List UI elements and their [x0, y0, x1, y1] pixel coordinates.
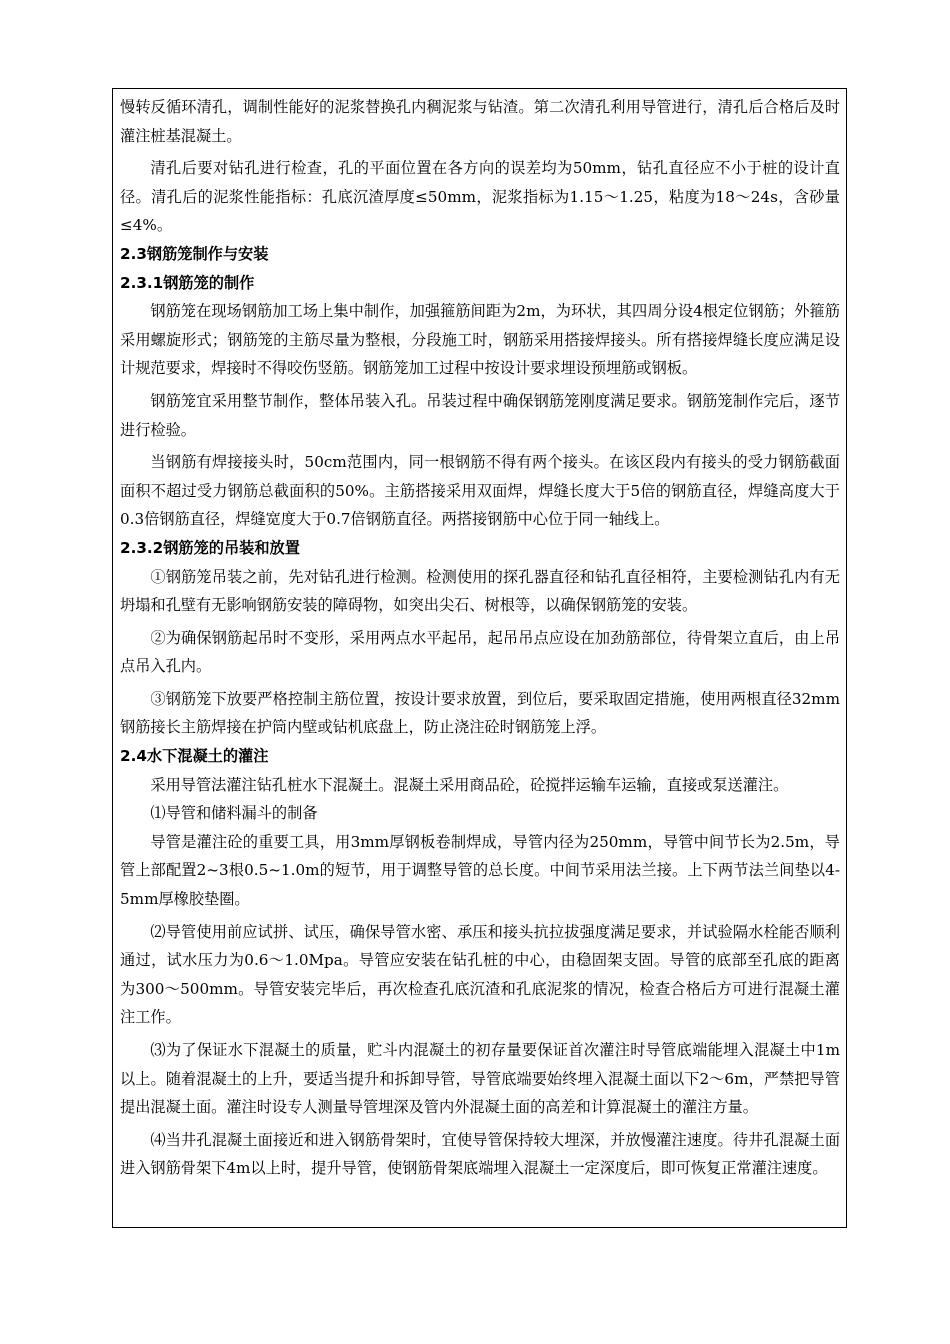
paragraph-cage-fabrication: 钢筋笼在现场钢筋加工场上集中制作，加强箍筋间距为2m，为环状，其四周分设4根定位钢筋；外箍筋采用螺旋形式；钢筋笼的主筋尽量为整根，分段施工时，钢筋采用搭接焊接头。所有搭接焊缝长度应满足设计规范要求，焊接时不得咬伤竖筋。钢筋笼加工过程中按设计要求埋设预埋筋或钢板。	[120, 302, 840, 378]
heading-2-4: 2.4水下混凝土的灌注	[120, 747, 269, 766]
paragraph-hole-inspection: 清孔后要对钻孔进行检查，孔的平面位置在各方向的误差均为50mm，钻孔直径应不小于桩的设计直径。清孔后的泥浆性能指标：孔底沉渣厚度≤50mm，泥浆指标为1.15～1.25，粘度为18～24s，含砂量≤4%。	[120, 159, 840, 235]
paragraph-hoisting-step-2: ②为确保钢筋起吊时不变形，采用两点水平起吊，起吊吊点应设在加劲筋部位，待骨架立直后，由上吊点吊入孔内。	[120, 628, 840, 676]
paragraph-item-4: ⑷当井孔混凝土面接近和进入钢筋骨架时，宜使导管保持较大埋深，并放慢灌注速度。待井孔混凝土面进入钢筋骨架下4m以上时，提升导管，使钢筋骨架底端埋入混凝土一定深度后，即可恢复正常灌注速度。	[120, 1130, 840, 1178]
paragraph-welded-joints: 当钢筋有焊接接头时，50cm范围内，同一根钢筋不得有两个接头。在该区段内有接头的受力钢筋截面面积不超过受力钢筋总截面积的50%。主筋搭接采用双面焊，焊缝长度大于5倍的钢筋直径，焊缝高度大于0.3倍钢筋直径，焊缝宽度大于0.7倍钢筋直径。两搭接钢筋中心位于同一轴线上。	[120, 453, 840, 529]
paragraph-hoisting-step-1: ①钢筋笼吊装之前，先对钻孔进行检测。检测使用的探孔器直径和钻孔直径相符，主要检测钻孔内有无坍塌和孔壁有无影响钢筋安装的障碍物，如突出尖石、树根等，以确保钢筋笼的安装。	[120, 567, 840, 615]
paragraph-cage-whole-section: 钢筋笼宜采用整节制作，整体吊装入孔。吊装过程中确保钢筋笼刚度满足要求。钢筋笼制作完后，逐节进行检验。	[120, 391, 840, 439]
document-body	[120, 93, 840, 1183]
paragraph-tremie-method: 采用导管法灌注钻孔桩水下混凝土。混凝土采用商品砼，砼搅拌运输车运输，直接或泵送灌注。	[150, 775, 789, 794]
paragraph-item-2: ⑵导管使用前应试拼、试压，确保导管水密、承压和接头抗拉拔强度满足要求，并试验隔水栓能否顺利通过，试水压力为0.6～1.0Mpa。导管应安装在钻孔桩的中心，由稳固架支固。导管的底部至孔底的距离为300～500mm。导管安装完毕后，再次检查孔底沉渣和孔底泥浆的情况，检查合格后方可进行混凝土灌注工作。	[120, 922, 840, 1027]
paragraph-item-3: ⑶为了保证水下混凝土的质量，贮斗内混凝土的初存量要保证首次灌注时导管底端能埋入混凝土中1m以上。随着混凝土的上升，要适当提升和拆卸导管，导管底端要始终埋入混凝土面以下2～6m，严禁把导管提出混凝土面。灌注时设专人测量导管埋深及管内外混凝土面的高差和计算混凝土的灌注方量。	[120, 1041, 840, 1117]
paragraph-tremie-pipe: 导管是灌注砼的重要工具，用3mm厚钢板卷制焊成，导管内径为250mm，导管中间节长为2.5m，导管上部配置2~3根0.5~1.0m的短节，用于调整导管的总长度。中间节采用法兰接。上下两节法兰间垫以4-5mm厚橡胶垫圈。	[120, 832, 840, 909]
heading-2-3-1: 2.3.1钢筋笼的制作	[120, 273, 255, 292]
paragraph-clean-hole-continued: 慢转反循环清孔，调制性能好的泥浆替换孔内稠泥浆与钻渣。第二次清孔利用导管进行，清孔后合格后及时灌注桩基混凝土。	[120, 98, 840, 145]
paragraph-hoisting-step-3: ③钢筋笼下放要严格控制主筋位置，按设计要求放置，到位后，要采取固定措施，使用两根直径32mm钢筋接长主筋焊接在护筒内壁或钻机底盘上，防止浇注砼时钢筋笼上浮。	[120, 689, 840, 737]
paragraph-item-1-title: ⑴导管和储料漏斗的制备	[150, 804, 318, 823]
heading-2-3-2: 2.3.2钢筋笼的吊装和放置	[120, 538, 300, 557]
heading-2-3: 2.3钢筋笼制作与安装	[120, 244, 269, 263]
